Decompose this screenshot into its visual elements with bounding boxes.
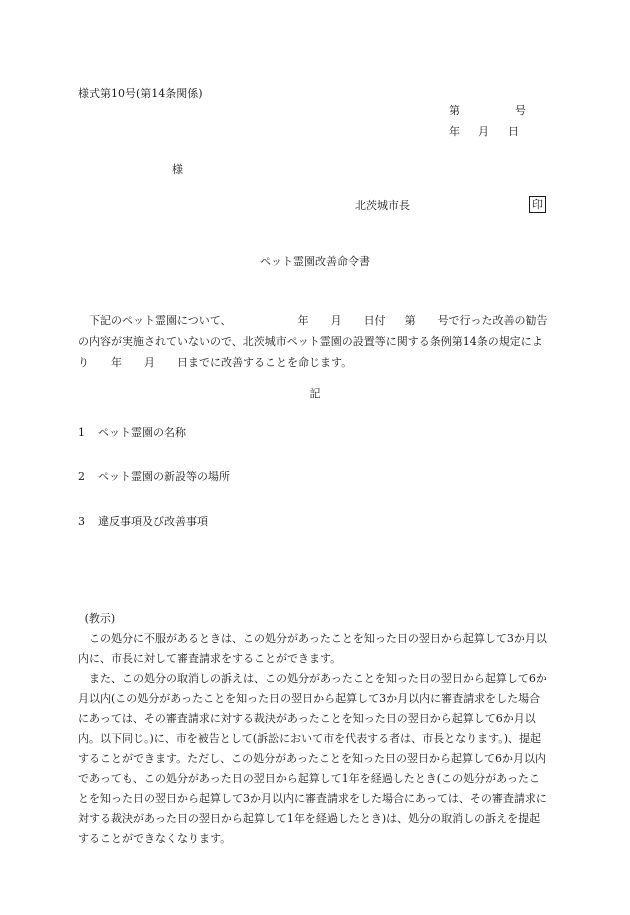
addressee-honorific: 様	[172, 163, 183, 176]
document-number	[449, 105, 526, 116]
form-number: 様式第10号(第14条関係)	[78, 87, 203, 100]
item-number: 2	[78, 470, 85, 483]
body-dai: 第	[404, 314, 416, 327]
date-month: 月	[478, 125, 489, 138]
item-number: 3	[78, 515, 85, 528]
item-number: 1	[78, 426, 85, 439]
item-label: ペット霊園の名称	[98, 426, 186, 439]
notice-section	[78, 609, 550, 849]
list-item	[78, 471, 230, 482]
document-date	[449, 126, 519, 137]
body-line3-end: 日までに改善することを命じます。	[177, 356, 353, 369]
date-day: 日	[508, 125, 519, 138]
sender-name: 北茨城市長	[355, 199, 410, 212]
document-title: ペット霊園改善命令書	[260, 255, 370, 268]
list-item	[78, 516, 208, 527]
seal-mark	[529, 196, 546, 213]
item-label: 違反事項及び改善事項	[98, 515, 208, 528]
notice-paragraph-2: また、この処分の取消しの訴えは、この処分があったことを知った日の翌日から起算して6か月以内(この処分があったことを知った日の翌日から起算して3か月以内に審査請求をした場合にあっては、その審査請求に対する裁決があったことを知った日の翌日から起算して6か月以内。以下同じ。)に、市を被告として(訴訟において市を代表する者は、市長となります。)、提起することができます。ただし、この処分があったことを知った日の翌日から起算して6か月以内であっても、この処分があった日の翌日から起算して1年を経過したとき(この処分があったことを知った日の翌日から起算して3か月以内に審査請求をした場合にあっては、その審査請求に対する裁決があった日の翌日から起算して1年を経過したとき)は、処分の取消しの訴えを提起することができなくなります。	[78, 672, 547, 845]
body-line1: 下記のペット霊園について、	[89, 314, 232, 327]
body-year: 年	[297, 314, 309, 327]
notice-paragraph-1: この処分に不服があるときは、この処分があったことを知った日の翌日から起算して3か月以内に、市長に対して審査請求をすることができます。	[78, 632, 547, 665]
body-month: 月	[330, 314, 342, 327]
document-number-prefix: 第	[449, 104, 460, 117]
ki-heading: 記	[309, 387, 321, 400]
list-item	[78, 427, 186, 438]
body-line1-end: 号で行った改善の勧告の内容が実施されていないので、北茨城市ペット霊園の設置等に関する条例第14条の規定により	[78, 314, 548, 369]
body-month2: 月	[144, 356, 155, 369]
notice-heading: (教示)	[84, 612, 116, 625]
date-year: 年	[449, 125, 460, 138]
document-number-suffix: 号	[515, 104, 526, 117]
body-year2: 年	[111, 356, 122, 369]
body-day-dated: 日付	[363, 314, 386, 327]
seal-label: 印	[532, 198, 543, 211]
body-paragraph	[78, 310, 548, 373]
item-label: ペット霊園の新設等の場所	[98, 470, 230, 483]
